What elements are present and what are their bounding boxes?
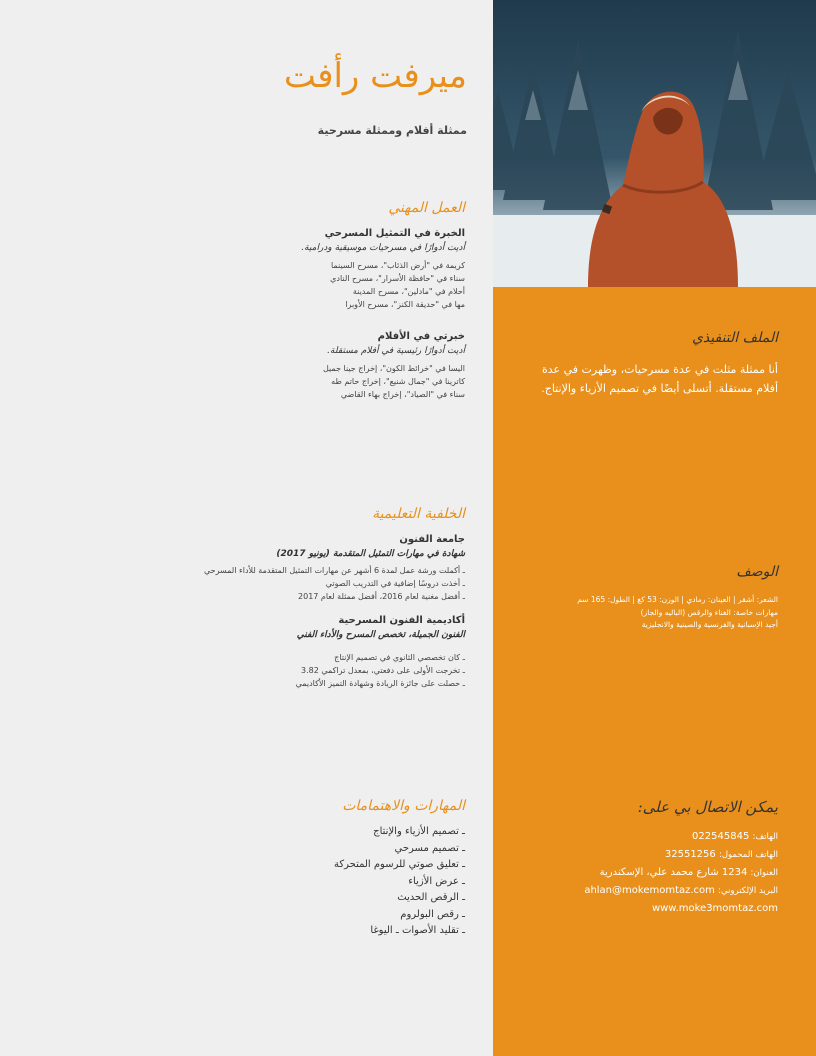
profile-section [518,330,778,398]
role-item: سناء في "الصياد"، إخراج بهاء القاضي [340,390,465,399]
email-row [518,882,778,900]
website-link[interactable]: www.moke3momtaz.com [651,903,778,914]
description-lines [518,594,778,632]
mobile-row [518,846,778,864]
theater-heading: الخبرة في التمثيل المسرحي [324,228,465,239]
school-name: أكاديمية الفنون المسرحية [338,615,465,626]
role-item: مها في "حديقة الكنز"، مسرح الأوبرا [345,300,465,309]
skill-item: ـ تصميم الأزياء والإنتاج [373,826,465,837]
education-section [25,506,465,690]
skills-list [25,824,465,940]
school-points [25,651,465,690]
description-section [518,564,778,632]
edu-point: ـ أفضل مغنية لعام 2016، أفضل ممثلة لعام 2017 [298,592,465,601]
job-subtitle: ممثلة أفلام وممثلة مسرحية [317,124,467,137]
edu-point: ـ أكملت ورشة عمل لمدة 6 أشهر عن مهارات التمثيل المتقدمة للأداء المسرحي [204,566,465,575]
role-item: كريمة في "أرض الذئاب"، مسرح السينما [330,261,465,270]
resume-name: ميرفت رأفت [283,56,467,96]
contact-section [518,798,778,917]
work-title: العمل المهني [388,200,465,216]
school-name: جامعة الفنون [399,534,465,545]
role-item: اليسا في "خرائط الكون"، إخراج جينا جميل [322,364,465,373]
skill-item: ـ عرض الأزياء [408,875,465,887]
school-degree: الفنون الجميلة، تخصص المسرح والأداء الفني [296,630,465,640]
email-link[interactable]: ahlan@mokemomtaz.com [584,885,715,896]
school-points [25,564,465,603]
address-label: العنوان: [750,868,778,878]
edu-point: ـ حصلت على جائزة الريادة وشهادة التميز الأكاديمي [295,679,465,688]
skill-item: ـ تعليق صوتي للرسوم المتحركة [333,859,465,870]
skills-section [25,798,465,940]
role-item: كاترينا في "جمال شنيع"، إخراج حاتم طه [331,377,465,386]
mobile-value[interactable]: 32551256 [664,849,716,860]
role-item: سناء في "حافظة الأسرار"، مسرح النادي [330,274,465,283]
school-degree: شهادة في مهارات التمثيل المتقدمة (يونيو 2017) [276,549,465,559]
phone-value[interactable]: 022545845 [692,831,750,842]
skills-title: المهارات والاهتمامات [342,798,465,814]
phone-label: الهاتف: [752,832,778,842]
theater-roles [25,259,465,311]
film-summary: أديت أدوارًا رئيسية في أفلام مستقلة. [327,346,465,356]
film-heading: خبرتي في الأفلام [377,331,465,342]
profile-photo [493,0,816,287]
edu-point: ـ كان تخصصي الثانوي في تصميم الإنتاج [334,653,465,662]
description-line: مهارات خاصة: الغناء والرقص (الباليه والجاز) [640,607,778,617]
description-title: الوصف [736,564,778,580]
address-value: 1234 شارع محمد علي، الإسكندرية [599,867,748,878]
edu-point: ـ أخذت دروسًا إضافية في التدريب الصوتي [325,579,465,588]
skill-item: ـ تصميم مسرحي [394,842,465,854]
skill-item: ـ الرقص الحديث [397,892,465,903]
phone-row [518,828,778,846]
profile-title: الملف التنفيذي [691,330,778,346]
contact-details [518,828,778,917]
address-row [518,864,778,882]
skill-item: ـ تقليد الأصوات ـ اليوغا [370,925,465,936]
side-column [493,0,816,1056]
work-section [25,200,465,401]
edu-point: ـ تخرجت الأولى على دفعتي، بمعدل تراكمي 3.82 [300,666,465,675]
education-title: الخلفية التعليمية [372,506,465,522]
theater-summary: أديت أدوارًا في مسرحيات موسيقية ودرامية. [301,243,465,253]
skill-item: ـ رقص البولروم [400,908,465,920]
mobile-label: الهاتف المحمول: [718,850,778,860]
film-roles [25,362,465,401]
person-in-orange-coat-image [493,0,816,287]
description-line: الشعر: أشقر | العينان: رمادي | الوزن: 53 كغ | الطول: 165 سم [577,595,778,604]
description-line: أجيد الإسبانية والفرنسية والصينية والانجليزية [641,620,778,629]
contact-title: يمكن الاتصال بي على: [637,798,778,816]
profile-text: أنا ممثلة مثلت في عدة مسرحيات، وظهرت في عدة أفلام مستقلة. أتسلى أيضًا في تصميم الأزياء والإنتاج. [541,363,778,395]
role-item: أحلام في "مادلين"، مسرح المدينة [352,287,465,296]
email-label: البريد الإلكتروني: [718,886,778,896]
